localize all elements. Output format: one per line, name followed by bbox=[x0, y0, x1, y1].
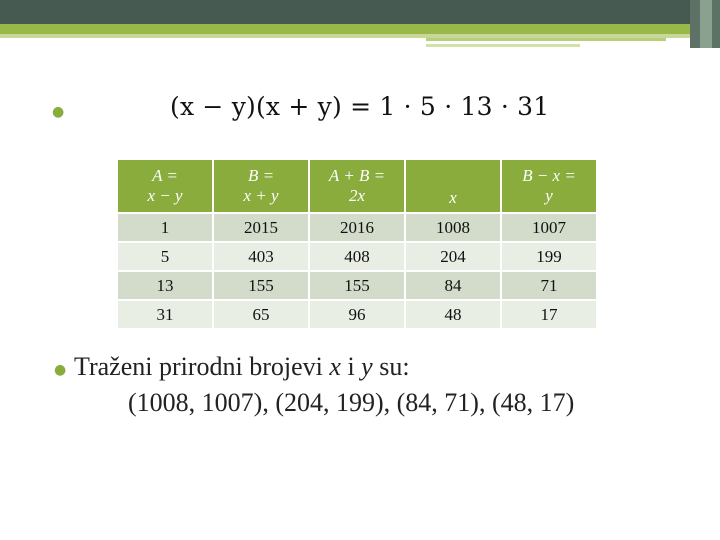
top-band-green bbox=[0, 24, 720, 34]
equation-rhs: 1 · 5 · 13 · 31 bbox=[379, 92, 550, 121]
table-cell: 408 bbox=[309, 242, 405, 271]
header-line: A = bbox=[152, 166, 178, 185]
header-line: 2x bbox=[348, 186, 366, 205]
conclusion-var-y: y bbox=[361, 352, 373, 381]
table-cell: 1007 bbox=[501, 213, 597, 242]
table-row bbox=[117, 242, 597, 271]
table-row bbox=[117, 300, 597, 329]
table-row bbox=[117, 213, 597, 242]
table-cell: 155 bbox=[309, 271, 405, 300]
table-cell: 84 bbox=[405, 271, 501, 300]
header-line: x − y bbox=[147, 186, 183, 205]
table-cell: 199 bbox=[501, 242, 597, 271]
table-cell: 13 bbox=[117, 271, 213, 300]
header-a bbox=[117, 159, 213, 213]
conclusion-prefix: Traženi prirodni brojevi bbox=[74, 352, 330, 381]
table-cell: 31 bbox=[117, 300, 213, 329]
table-cell: 155 bbox=[213, 271, 309, 300]
header-a-plus-b bbox=[309, 159, 405, 213]
header-b-minus-x bbox=[501, 159, 597, 213]
bullet-icon: ● bbox=[52, 104, 65, 120]
table-cell: 17 bbox=[501, 300, 597, 329]
table-cell: 5 bbox=[117, 242, 213, 271]
table-cell: 403 bbox=[213, 242, 309, 271]
header-x bbox=[405, 159, 501, 213]
conclusion-var-x: x bbox=[329, 352, 341, 381]
answer-pairs: (1008, 1007), (204, 199), (84, 71), (48, 17) bbox=[128, 388, 575, 417]
top-band-dark bbox=[0, 0, 720, 24]
decorative-line-2 bbox=[426, 44, 580, 47]
table-row bbox=[117, 271, 597, 300]
conclusion-suffix: su: bbox=[372, 352, 410, 381]
header-line: B = bbox=[247, 166, 275, 185]
table-cell: 2015 bbox=[213, 213, 309, 242]
table-cell: 1008 bbox=[405, 213, 501, 242]
bullet-icon: ● bbox=[54, 362, 67, 378]
factor-table bbox=[116, 158, 598, 330]
header-line: B − x = bbox=[522, 166, 576, 185]
table-cell: 65 bbox=[213, 300, 309, 329]
decorative-corner-inner bbox=[700, 0, 712, 48]
table-cell: 1 bbox=[117, 213, 213, 242]
equation-lhs: (x − y)(x + y) = bbox=[170, 92, 380, 121]
decorative-line-1 bbox=[426, 38, 666, 41]
table-cell: 48 bbox=[405, 300, 501, 329]
header-line: x + y bbox=[243, 186, 279, 205]
equation bbox=[170, 92, 549, 121]
table-cell: 204 bbox=[405, 242, 501, 271]
header-line: x bbox=[449, 188, 457, 207]
header-line: y bbox=[545, 186, 553, 205]
header-b bbox=[213, 159, 309, 213]
table-cell: 71 bbox=[501, 271, 597, 300]
table-header-row bbox=[117, 159, 597, 213]
header-line: A + B = bbox=[328, 166, 386, 185]
table-cell: 96 bbox=[309, 300, 405, 329]
table-cell: 2016 bbox=[309, 213, 405, 242]
conclusion-middle: i bbox=[340, 352, 362, 381]
conclusion-text bbox=[74, 352, 410, 382]
